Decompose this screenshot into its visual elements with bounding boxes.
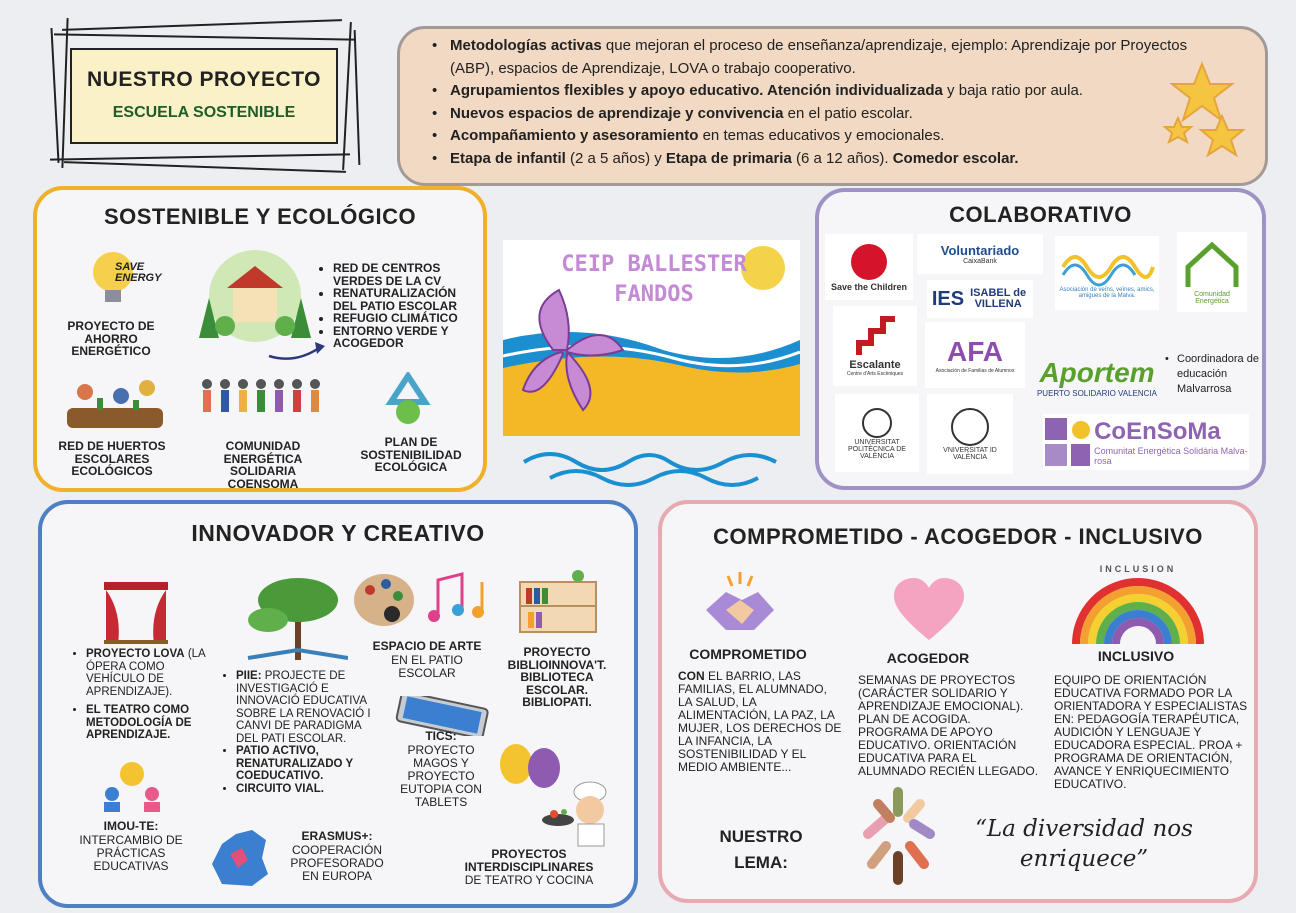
lema-line: LEMA: xyxy=(734,853,788,872)
intro-item: • Agrupamientos flexibles y apoyo educativo. Atención individualizada y baja ratio por aula. xyxy=(440,80,1235,103)
inclusivo-text: EQUIPO DE ORIENTACIÓN EDUCATIVA FORMADO POR LA ORIENTADORA Y ESPECIALISTAS EN: PEDAGOGÍA TERAPÉUTICA, AUDICIÓN Y LENGUAJE Y EDUCADORA ESPECIAL. PROA + PROGRAMA DE ORIENTACIÓN, AVANCE Y ENRIQUECIMIENTO EDUCATIVO. xyxy=(1054,673,1248,791)
school-name-line: CEIP BALLESTER xyxy=(561,252,747,277)
logo-voluntariado: Voluntariado CaixaBank xyxy=(917,234,1043,274)
biblio-label: PROYECTO BIBLIOINNOVA'T. BIBLIOTECA ESCOLAR. BIBLIOPATI. xyxy=(507,645,607,709)
title-box xyxy=(34,8,374,178)
intro-item: • Nuevos espacios de aprendizaje y convivencia en el patio escolar. xyxy=(440,103,1235,126)
lova-bullets xyxy=(72,648,222,742)
community-people-icon xyxy=(197,376,327,426)
lema-quote-line: enriquece” xyxy=(1019,846,1149,872)
tics-text: PROYECTO MAGOS Y PROYECTO EUTOPIA CON TABLETS xyxy=(400,743,482,809)
page-title: NUESTRO PROYECTO xyxy=(87,68,321,91)
ahorro-label: PROYECTO DE AHORRO ENERGÉTICO xyxy=(67,319,155,358)
logo-asociacion-vecinos: Asociación de veïns, veïnes, amics, amigues de la Malva. xyxy=(1055,236,1159,310)
arte-title: ESPACIO DE ARTE xyxy=(372,639,482,653)
lema-line: NUESTRO xyxy=(719,827,803,846)
heart-icon xyxy=(892,578,966,644)
sostenible-bullet: • REFUGIO CLIMÁTICO xyxy=(333,312,479,325)
huertos-label: RED DE HUERTOS ESCOLARES ECOLÓGICOS xyxy=(58,439,166,478)
lema-label xyxy=(706,824,816,876)
erasmus-title: ERASMUS+: xyxy=(301,829,373,843)
inclusivo-title: INCLUSIVO xyxy=(1097,648,1175,664)
save-the-children-icon xyxy=(849,242,889,282)
school-banner xyxy=(503,240,800,436)
coordinadora-label: • Coordinadora de educación Malvarrosa xyxy=(1165,353,1259,395)
imou-title: IMOU-TE: xyxy=(103,819,159,833)
lova-item: • PROYECTO LOVA (LA ÓPERA COMO VEHÍCULO DE APRENDIZAJE). xyxy=(86,648,222,698)
title-note xyxy=(70,48,338,144)
hands-heart-icon xyxy=(848,784,948,888)
panel-title-sostenible: SOSTENIBLE Y ECOLÓGICO xyxy=(103,204,417,229)
waves-icon xyxy=(520,442,780,492)
acogedor-title: ACOGEDOR xyxy=(886,650,970,666)
panel-title-colaborativo: COLABORATIVO xyxy=(949,202,1132,227)
panel-comprometido xyxy=(658,500,1258,903)
sostenible-bullet: • RENATURALIZACIÓN DEL PATIO ESCOLAR xyxy=(333,287,479,312)
tree-book-icon xyxy=(238,570,348,662)
arte-text: EN EL PATIO ESCOLAR xyxy=(391,653,463,680)
exchange-people-icon xyxy=(100,758,164,816)
erasmus-text: COOPERACIÓN PROFESORADO EN EUROPA xyxy=(290,843,384,883)
teatro-item: • EL TEATRO COMO METODOLOGÍA DE APRENDIZAJE. xyxy=(86,704,222,742)
palette-icon xyxy=(352,570,416,630)
piie-item: • PIIE: PROJECTE DE INVESTIGACIÓ E INNOVACIÓ EDUCATIVA SOBRE LA RENOVACIÓ I CANVI DE PARADIGMA DEL PATI ESCOLAR. xyxy=(236,670,382,745)
school-garden-illustration xyxy=(195,248,315,348)
inclusion-word: INCLUSION xyxy=(1099,564,1177,574)
handshake-icon xyxy=(702,570,778,640)
school-name xyxy=(559,250,749,310)
school-name-line: FANDOS xyxy=(614,282,694,307)
panel-innovador xyxy=(38,500,638,908)
rainbow-icon xyxy=(1070,576,1206,648)
sostenible-bullet: • ENTORNO VERDE Y ACOGEDOR xyxy=(333,325,479,350)
imou-text: INTERCAMBIO DE PRÁCTICAS EDUCATIVAS xyxy=(79,833,183,873)
comprometido-text: CON EL BARRIO, LAS FAMILIAS, EL ALUMNADO, LA SALUD, LA ALIMENTACIÓN, LA PAZ, LA MUJER, LOS DERECHOS DE LA INFANCIA, LA SOSTENIBILIDAD Y EL MEDIO AMBIENTE... xyxy=(678,669,842,774)
theater-curtain-icon xyxy=(104,582,168,644)
comunidad-energetica-icon xyxy=(1182,239,1242,291)
uv-icon xyxy=(950,407,990,447)
panel-sostenible xyxy=(33,186,487,492)
music-notes-icon xyxy=(422,570,502,630)
lema-quote-line: “La diversidad nos xyxy=(975,816,1193,842)
stars-icon xyxy=(1160,60,1250,170)
plan-label: PLAN DE SOSTENIBILIDAD ECOLÓGICA xyxy=(360,435,462,474)
logo-uv: VNIVERSITAT ID VALÈNCIA xyxy=(927,394,1013,474)
tics-title: TICS: xyxy=(425,729,457,743)
logo-ies-isabel-villena: IES ISABEL de VILLENA xyxy=(927,280,1033,318)
intro-item: • Metodologías activas que mejoran el proceso de enseñanza/aprendizaje, ejemplo: Aprendizaje por Proyectos (ABP), espacios de Aprendizaje, LOVA o trabajo cooperativo. xyxy=(440,35,1235,80)
save-energy-label: SAVE ENERGY xyxy=(115,261,162,284)
comprometido-title: COMPROMETIDO xyxy=(689,646,807,662)
recycle-icon xyxy=(375,372,441,428)
logo-afa: AFA Asociación de Familias de Alumnos xyxy=(925,322,1025,388)
sostenible-bullets xyxy=(319,262,479,350)
sostenible-bullet: • RED DE CENTROS VERDES DE LA CV xyxy=(333,262,479,287)
intro-item: • Acompañamiento y asesoramiento en temas educativos y emocionales. xyxy=(440,125,1235,148)
logo-escalante: Escalante Centre d'Arts Escèniques xyxy=(833,306,917,386)
logo-comunidad-energetica: Comunidad Energética xyxy=(1177,232,1247,312)
escalante-icon xyxy=(853,315,897,359)
panel-title-innovador: INNOVADOR Y CREATIVO xyxy=(191,520,485,546)
panel-title-comprometido: COMPROMETIDO - ACOGEDOR - INCLUSIVO xyxy=(713,524,1203,549)
coensoma-icon xyxy=(1043,416,1090,468)
intro-box xyxy=(397,26,1268,186)
europe-map-icon xyxy=(202,824,276,890)
patio-item: • PATIO ACTIVO, RENATURALIZADO Y COEDUCATIVO. xyxy=(236,745,382,783)
bookshelf-icon xyxy=(518,568,598,634)
lema-quote xyxy=(964,814,1204,874)
logo-save-the-children: Save the Children xyxy=(825,234,913,300)
wave-logo-icon xyxy=(1059,247,1155,287)
intro-item: • Etapa de infantil (2 a 5 años) y Etapa de primaria (6 a 12 años). Comedor escolar. xyxy=(440,148,1235,171)
acogedor-text: SEMANAS DE PROYECTOS (CARÁCTER SOLIDARIO Y APRENDIZAJE EMOCIONAL). PLAN DE ACOGIDA. PROGRAMA DE APOYO EDUCATIVO. ORIENTACIÓN EDUCATIVA PARA EL ALUMNADO RECIÉN LLEGADO. xyxy=(858,673,1039,778)
logo-aportem: Aportem PUERTO SOLIDARIO VALENCIA xyxy=(1036,356,1158,398)
panel-colaborativo xyxy=(815,188,1266,490)
comunidad-label: COMUNIDAD ENERGÉTICA SOLIDARIA COENSOMA xyxy=(223,439,303,491)
upv-icon xyxy=(861,407,893,439)
logo-upv: UNIVERSITAT POLITÈCNICA DE VALÈNCIA xyxy=(835,394,919,472)
interdis-title: PROYECTOS INTERDISCIPLINARES xyxy=(464,847,594,874)
interdis-text: DE TEATRO Y COCINA xyxy=(464,873,594,887)
garden-kids-icon xyxy=(67,374,163,432)
circuito-item: • CIRCUITO VIAL. xyxy=(236,783,382,796)
page-subtitle: ESCUELA SOSTENIBLE xyxy=(112,104,296,121)
chef-icon xyxy=(538,780,618,850)
logo-coensoma: CoEnSoMa Comunitat Energètica Solidària Malva-rosa xyxy=(1043,414,1249,470)
piie-bullets xyxy=(222,670,382,795)
